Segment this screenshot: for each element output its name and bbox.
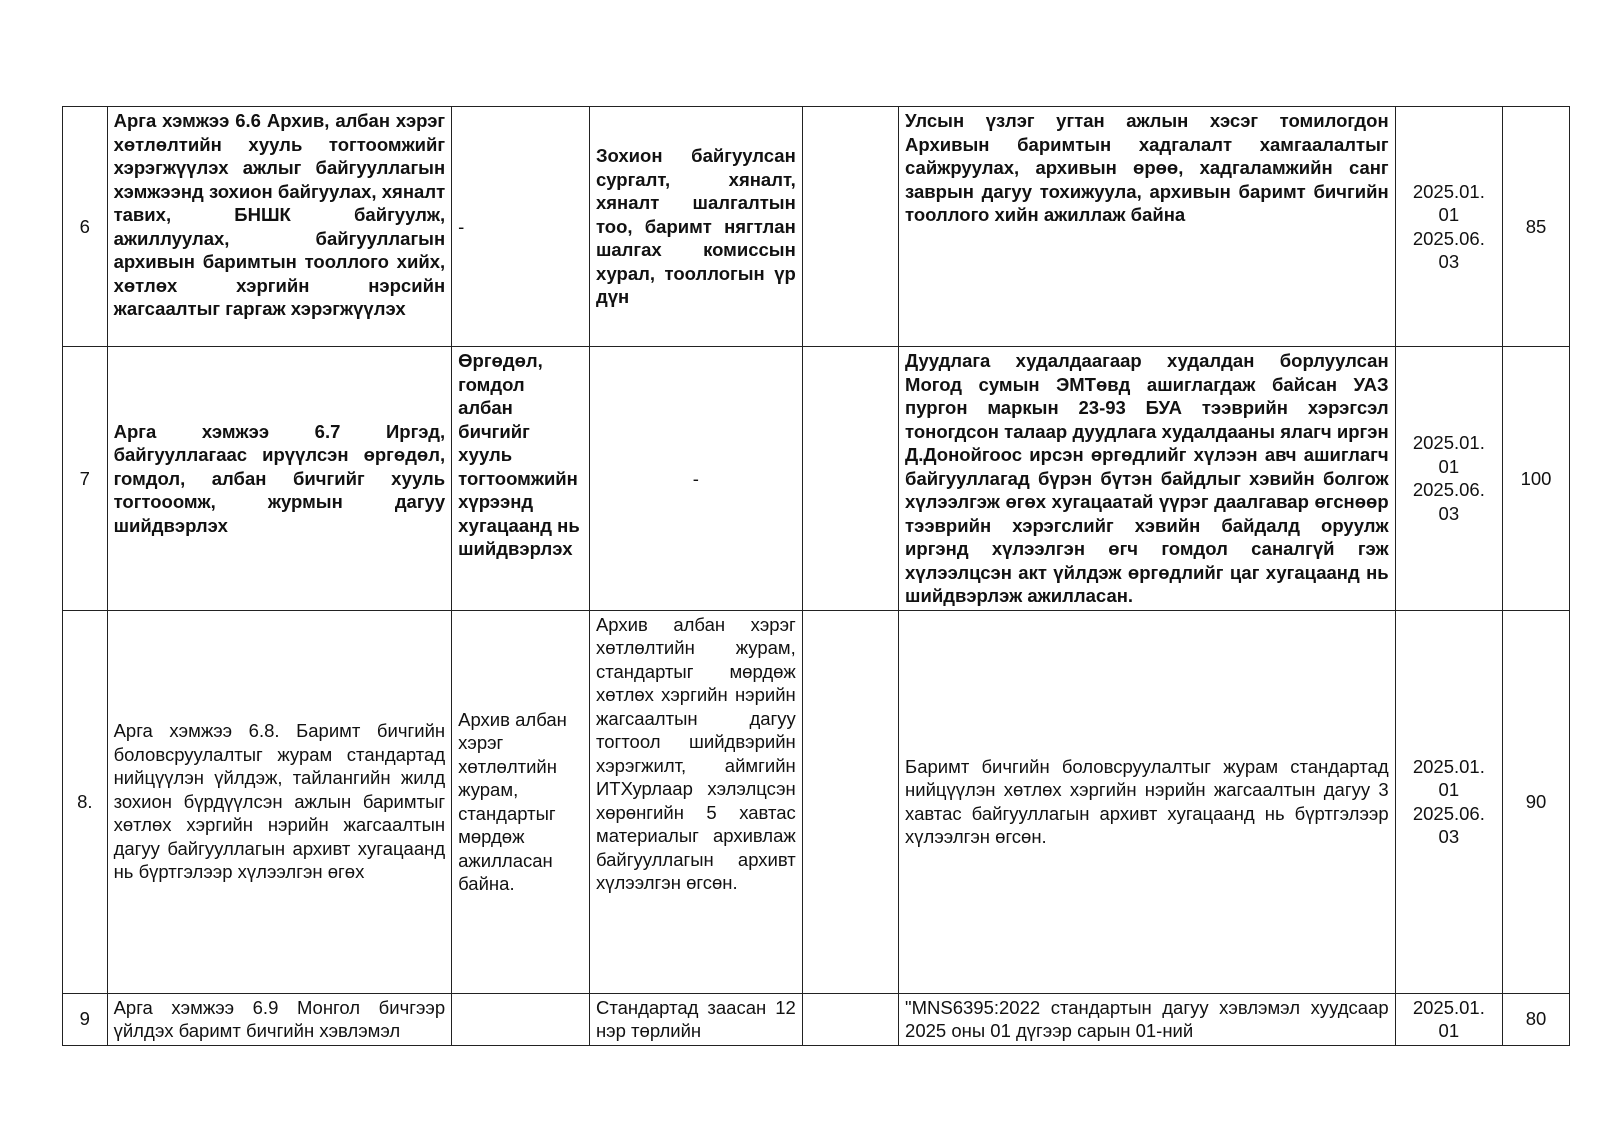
progress-cell: Улсын үзлэг угтан ажлын хэсэг томилогдон Архивын баримтын хадгалалт хамгаалалтыг сайжруулах, архивын өрөө, хадгаламжийн санг заврын дагуу тохижуула, архивын баримт бичгийн тооллого хийн ажиллаж байна xyxy=(899,107,1396,347)
row-number: 9 xyxy=(63,993,108,1045)
percent-cell: 90 xyxy=(1503,610,1570,993)
percent-cell: 85 xyxy=(1503,107,1570,347)
progress-cell: Дуудлага худалдаагаар худалдан борлуулсан Могод сумын ЭМТөвд ашиглагдаж байсан УАЗ пургон маркын 23-93 БУА тээврийн хэрэгсэл тоногдсон талаар дуудлага худалдааны ялагч иргэн Д.Донойгоос ирсэн өргөдлийг хүлээн авч ашиглагч байгууллагад бүрэн бүтэн байдлыг хэвийн болгож хүлээлгэж өгөх хугацаатай үүрэг даалгавар өгснөөр тээврийн хэрэгслийг хэвийн байдалд оруулж иргэнд хүлээлгэн өгч гомдол саналгүй гэж хүлээлцсэн акт үйлдэж өргөдлийг цаг хугацаанд нь шийдвэрлэж ажилласан. xyxy=(899,347,1396,611)
report-table xyxy=(62,106,1570,1046)
indicator-cell: Архив албан хэрэг хөтлөлтийн журам, стандартыг мөрдөж хөтлөх хэргийн нэрийн жагсаалтын дагуу тогтоол шийдвэрийн хэрэгжилт, аймгийн ИТХурлаар хэлэлцсэн хөрөнгийн 5 хавтас материалыг архивлаж байгууллагын архивт хүлээлгэн өгсөн. xyxy=(589,610,802,993)
result-cell: - xyxy=(452,107,590,347)
measure-cell: Арга хэмжээ 6.7 Иргэд, байгууллагаас ирүүлсэн өргөдөл, гомдол, албан бичгийг хууль тогтооомж, журмын дагуу шийдвэрлэх xyxy=(107,347,452,611)
table-row xyxy=(63,610,1570,993)
percent-cell: 100 xyxy=(1503,347,1570,611)
row-number: 6 xyxy=(63,107,108,347)
result-cell xyxy=(452,993,590,1045)
date-cell xyxy=(1395,610,1502,993)
table-row xyxy=(63,347,1570,611)
indicator-cell: Зохион байгуулсан сургалт, хяналт, хяналт шалгалтын тоо, баримт нягтлан шалгах комиссын хурал, тооллогын үр дүн xyxy=(589,107,802,347)
date-text: 2025.01. 01 2025.06. 03 xyxy=(1412,432,1485,524)
measure-cell: Арга хэмжээ 6.6 Архив, албан хэрэг хөтлөлтийн хууль тогтоомжийг хэрэгжүүлэх ажлыг байгууллагын хэмжээнд зохион байгуулах, хяналт тавих, БНШК байгуулж, ажиллуулах, байгууллагын архивын баримтын тооллого хийх, хөтлөх хэргийн нэрсийн жагсаалтыг гаргаж хэрэгжүүлэх xyxy=(107,107,452,347)
indicator-cell: - xyxy=(589,347,802,611)
table-row xyxy=(63,107,1570,347)
baseline-cell xyxy=(802,610,898,993)
date-cell xyxy=(1395,107,1502,347)
date-text: 2025.01. 01 2025.06. 03 xyxy=(1412,180,1485,272)
measure-cell: Арга хэмжээ 6.9 Монгол бичгээр үйлдэх баримт бичгийн хэвлэмэл xyxy=(107,993,452,1045)
date-text: 2025.01. 01 xyxy=(1412,996,1485,1041)
baseline-cell xyxy=(802,993,898,1045)
baseline-cell xyxy=(802,107,898,347)
date-cell xyxy=(1395,347,1502,611)
result-cell: Өргөдөл, гомдол албан бичгийг хууль тогтоомжийн хүрээнд хугацаанд нь шийдвэрлэх xyxy=(452,347,590,611)
baseline-cell xyxy=(802,347,898,611)
indicator-cell: Стандартад заасан 12 нэр төрлийн xyxy=(589,993,802,1045)
row-number: 8. xyxy=(63,610,108,993)
percent-cell: 80 xyxy=(1503,993,1570,1045)
progress-cell: Баримт бичгийн боловсруулалтыг журам стандартад нийцүүлэн хөтлөх хэргийн нэрийн жагсаалтын дагуу 3 хавтас байгууллагын архивт хугацаанд нь бүртгэлээр хүлээлгэн өгсөн. xyxy=(899,610,1396,993)
progress-cell: "MNS6395:2022 стандартын дагуу хэвлэмэл хуудсаар 2025 оны 01 дүгээр сарын 01-ний xyxy=(899,993,1396,1045)
date-cell xyxy=(1395,993,1502,1045)
measure-cell: Арга хэмжээ 6.8. Баримт бичгийн боловсруулалтыг журам стандартад нийцүүлэн үйлдэж, тайлангийн жилд зохион бүрдүүлсэн ажлын баримтыг хөтлөх хэргийн нэрийн жагсаалтын дагуу байгууллагын архивт хугацаанд нь бүртгэлээр хүлээлгэн өгөх xyxy=(107,610,452,993)
result-cell: Архив албан хэрэг хөтлөлтийн журам, стандартыг мөрдөж ажилласан байна. xyxy=(452,610,590,993)
date-text: 2025.01. 01 2025.06. 03 xyxy=(1412,755,1485,847)
table-row xyxy=(63,993,1570,1045)
row-number: 7 xyxy=(63,347,108,611)
